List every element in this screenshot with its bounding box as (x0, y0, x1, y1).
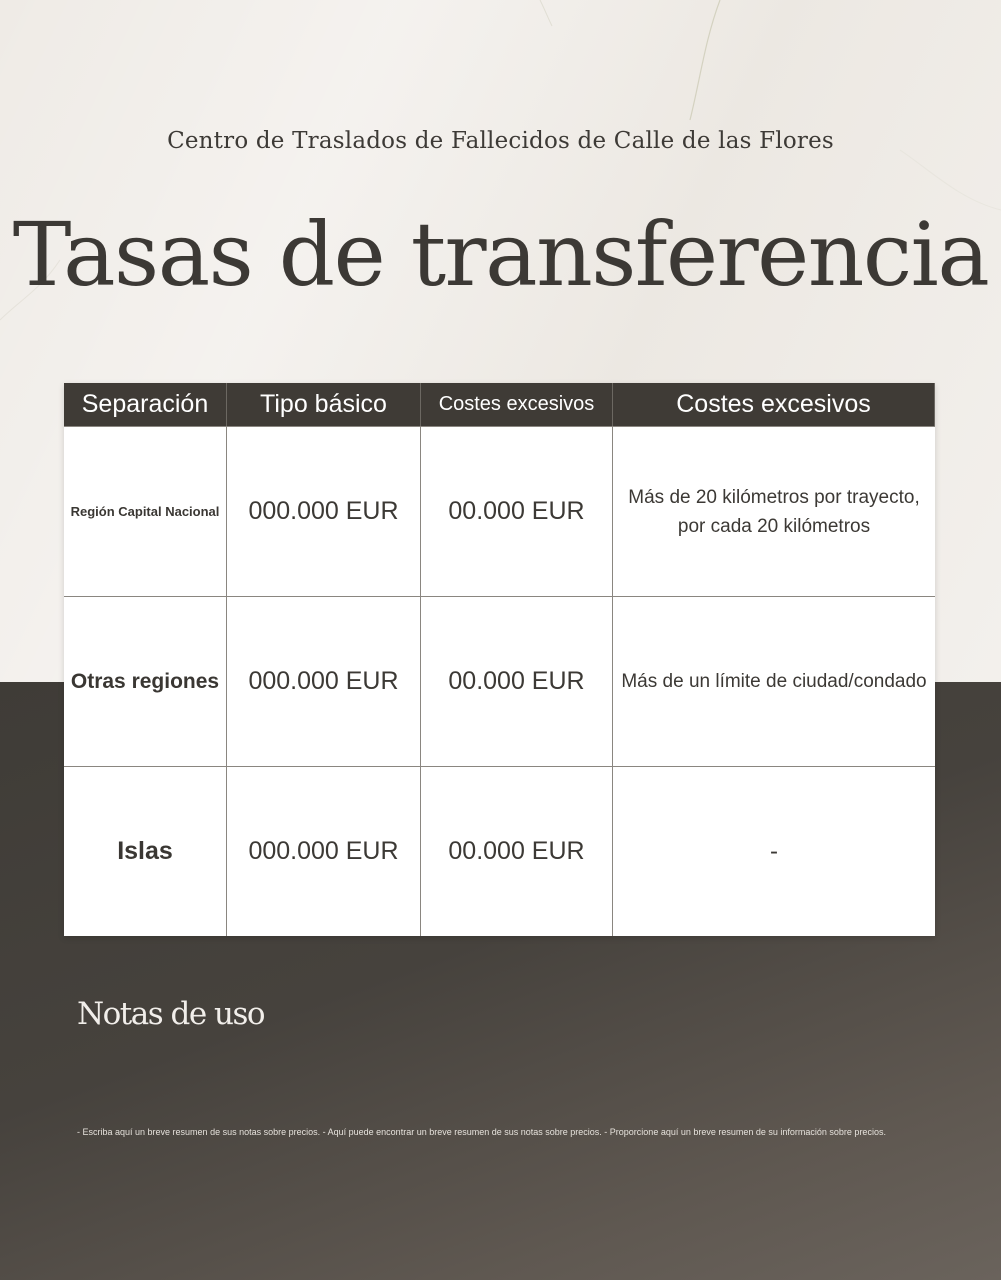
condition-cell: - (770, 838, 778, 865)
company-name: Centro de Traslados de Fallecidos de Calle de las Flores (167, 128, 834, 154)
header-excess-costs-condition: Costes excesivos (613, 383, 935, 426)
page-title: Tasas de transferencia (12, 203, 989, 306)
region-cell: Islas (64, 767, 227, 936)
basic-fee-cell: 000.000 EUR (227, 427, 421, 596)
fees-table (64, 383, 935, 936)
header-separation: Separación (64, 383, 227, 426)
usage-notes-text: - Escriba aquí un breve resumen de sus notas sobre precios. - Aquí puede encontrar un breve resumen de sus notas sobre precios. - Proporcione aquí un breve resumen de su información sobre precios. (77, 1127, 886, 1137)
basic-fee-cell: 000.000 EUR (227, 597, 421, 766)
table-header-row (64, 383, 935, 426)
header-basic-rate: Tipo básico (227, 383, 421, 426)
excess-fee-cell: 00.000 EUR (421, 427, 613, 596)
region-cell: Región Capital Nacional (64, 427, 227, 596)
region-cell: Otras regiones (64, 597, 227, 766)
condition-cell: Más de 20 kilómetros por trayecto, por cada 20 kilómetros (628, 486, 920, 537)
condition-cell: Más de un límite de ciudad/condado (621, 671, 927, 692)
excess-fee-cell: 00.000 EUR (421, 767, 613, 936)
table-row (64, 596, 935, 766)
table-row (64, 766, 935, 936)
basic-fee-cell: 000.000 EUR (227, 767, 421, 936)
header-excess-costs: Costes excesivos (421, 383, 613, 426)
table-row (64, 426, 935, 596)
excess-fee-cell: 00.000 EUR (421, 597, 613, 766)
usage-notes-title: Notas de uso (77, 996, 265, 1032)
